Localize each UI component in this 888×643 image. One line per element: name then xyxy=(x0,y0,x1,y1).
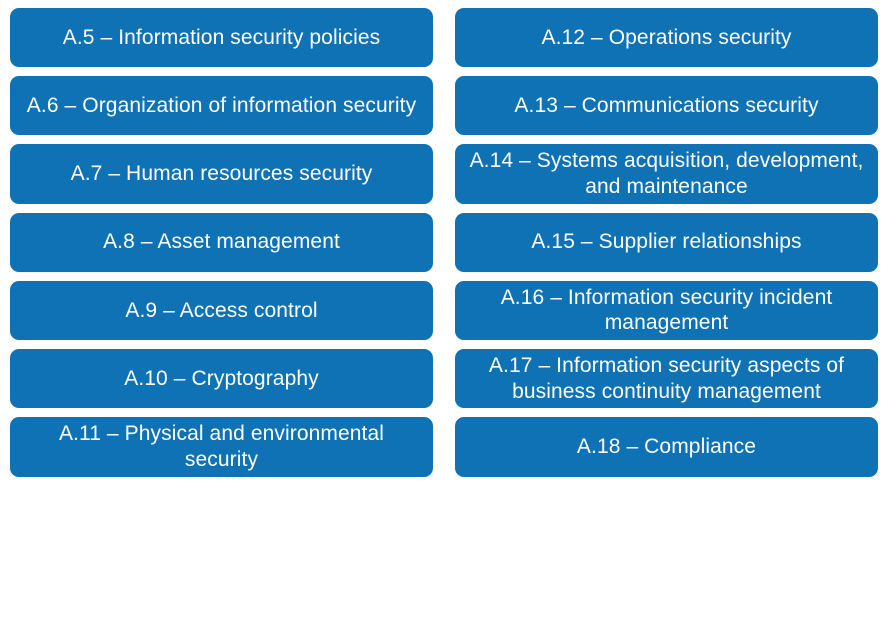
control-box-a8[interactable] xyxy=(10,213,433,272)
control-box-label: A.14 – Systems acquisition, development, and maintenance xyxy=(469,149,864,199)
control-box-label: A.10 – Cryptography xyxy=(124,366,319,390)
control-box-a9[interactable] xyxy=(10,281,433,340)
control-box-a18[interactable] xyxy=(455,417,878,476)
control-box-label: A.11 – Physical and environmental security xyxy=(58,422,385,471)
right-column xyxy=(455,8,878,477)
control-box-a10[interactable] xyxy=(10,349,433,408)
control-box-a17[interactable] xyxy=(455,349,878,408)
control-box-a7[interactable] xyxy=(10,144,433,203)
control-box-a16[interactable] xyxy=(455,281,878,340)
control-box-label: A.9 – Access control xyxy=(125,298,318,322)
control-box-label: A.15 – Supplier relationships xyxy=(531,230,802,254)
control-box-label: A.5 – Information security policies xyxy=(62,25,381,49)
control-box-label: A.8 – Asset management xyxy=(103,230,340,254)
control-box-label: A.16 – Information security incident management xyxy=(500,285,833,335)
control-box-label: A.18 – Compliance xyxy=(576,435,757,459)
control-box-label: A.13 – Communications security xyxy=(514,94,819,118)
control-box-a11[interactable] xyxy=(10,417,433,476)
control-box-a12[interactable] xyxy=(455,8,878,67)
control-box-label: A.12 – Operations security xyxy=(541,25,792,49)
control-box-a15[interactable] xyxy=(455,213,878,272)
control-box-a5[interactable] xyxy=(10,8,433,67)
control-box-a13[interactable] xyxy=(455,76,878,135)
left-column xyxy=(10,8,433,477)
control-box-a14[interactable] xyxy=(455,144,878,203)
control-box-label: A.7 – Human resources security xyxy=(70,162,373,186)
control-box-a6[interactable] xyxy=(10,76,433,135)
control-box-label: A.17 – Information security aspects of business continuity management xyxy=(488,354,845,403)
control-box-label: A.6 – Organization of information security xyxy=(26,94,417,118)
